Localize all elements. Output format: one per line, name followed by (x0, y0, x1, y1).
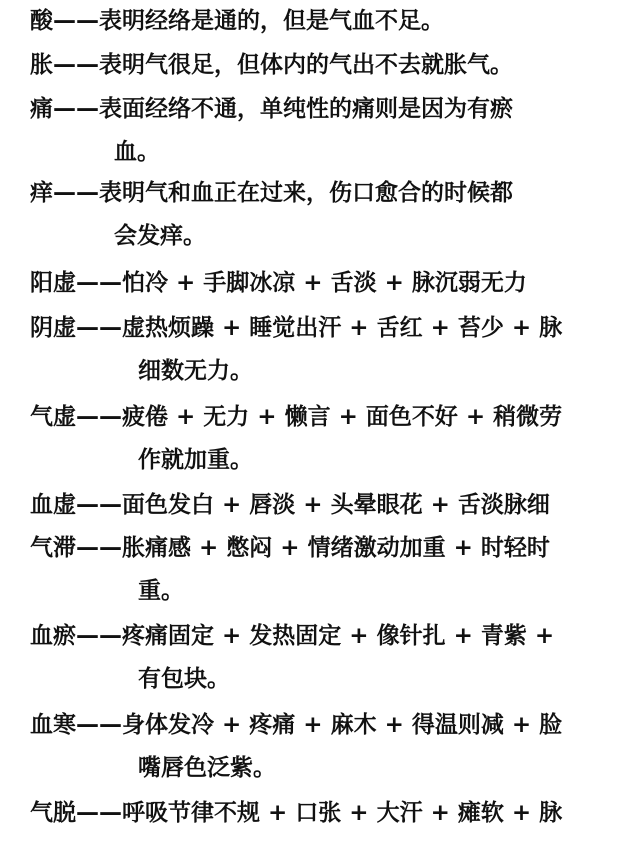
entry-text: ——胀痛感 + 憋闷 + 情绪激动加重 + 时轻时 (76, 535, 550, 561)
entry-first-line (30, 527, 606, 570)
entry-text: ——怕冷 + 手脚冰凉 + 舌淡 + 脉沉弱无力 (76, 270, 527, 296)
entry-continuation: 血。 (114, 139, 160, 165)
entry-first-line (30, 484, 606, 527)
entry-continuation: 重。 (138, 578, 184, 604)
entry-continuation: 嘴唇色泛紫。 (138, 755, 276, 781)
entry-term: 血虚 (30, 492, 76, 518)
entry-first-line (30, 44, 606, 87)
entry-term: 痛 (30, 96, 53, 122)
entry-first-line (30, 172, 606, 215)
entry-term: 血瘀 (30, 623, 76, 649)
entry-yin-xu (30, 307, 606, 393)
entry-term: 痒 (30, 180, 53, 206)
entry-xue-yu (30, 615, 606, 701)
entry-first-line (30, 396, 606, 439)
entry-text: ——身体发冷 + 疼痛 + 麻木 + 得温则减 + 脸 (76, 712, 563, 738)
entry-tong (30, 88, 606, 174)
entry-text: ——呼吸节律不规 + 口张 + 大汗 + 瘫软 + 脉 (76, 800, 563, 826)
entry-first-line (30, 615, 606, 658)
entry-qi-zhi (30, 527, 606, 613)
entry-continuation: 会发痒。 (114, 223, 206, 249)
entry-term: 气脱 (30, 800, 76, 826)
entry-qi-tuo (30, 792, 606, 835)
entry-continuation: 有包块。 (138, 666, 230, 692)
entry-yang (30, 172, 606, 258)
entry-text: ——表面经络不通，单纯性的痛则是因为有瘀 (53, 96, 513, 122)
entry-continuation: 作就加重。 (138, 447, 253, 473)
entry-first-line (30, 88, 606, 131)
entry-xue-han (30, 704, 606, 790)
entry-text: ——表明气很足，但体内的气出不去就胀气。 (53, 52, 513, 78)
entry-suan (30, 0, 606, 43)
entry-text: ——疲倦 + 无力 + 懒言 + 面色不好 + 稍微劳 (76, 404, 563, 430)
entry-text: ——表明经络是通的，但是气血不足。 (53, 8, 444, 34)
entry-text: ——表明气和血正在过来，伤口愈合的时候都 (53, 180, 513, 206)
entry-first-line (30, 704, 606, 747)
entry-first-line (30, 262, 606, 305)
entry-yang-xu (30, 262, 606, 305)
entry-xue-xu (30, 484, 606, 527)
entry-first-line (30, 792, 606, 835)
entry-first-line (30, 307, 606, 350)
entry-text: ——面色发白 + 唇淡 + 头晕眼花 + 舌淡脉细 (76, 492, 550, 518)
entry-term: 胀 (30, 52, 53, 78)
entry-term: 阴虚 (30, 315, 76, 341)
entry-term: 阳虚 (30, 270, 76, 296)
entry-term: 气虚 (30, 404, 76, 430)
entry-first-line (30, 0, 606, 43)
entry-text: ——虚热烦躁 + 睡觉出汗 + 舌红 + 苔少 + 脉 (76, 315, 563, 341)
entry-term: 气滞 (30, 535, 76, 561)
entry-qi-xu (30, 396, 606, 482)
entry-zhang (30, 44, 606, 87)
entry-term: 酸 (30, 8, 53, 34)
entry-term: 血寒 (30, 712, 76, 738)
entry-continuation: 细数无力。 (138, 358, 253, 384)
entry-text: ——疼痛固定 + 发热固定 + 像针扎 + 青紫 + (76, 623, 555, 649)
